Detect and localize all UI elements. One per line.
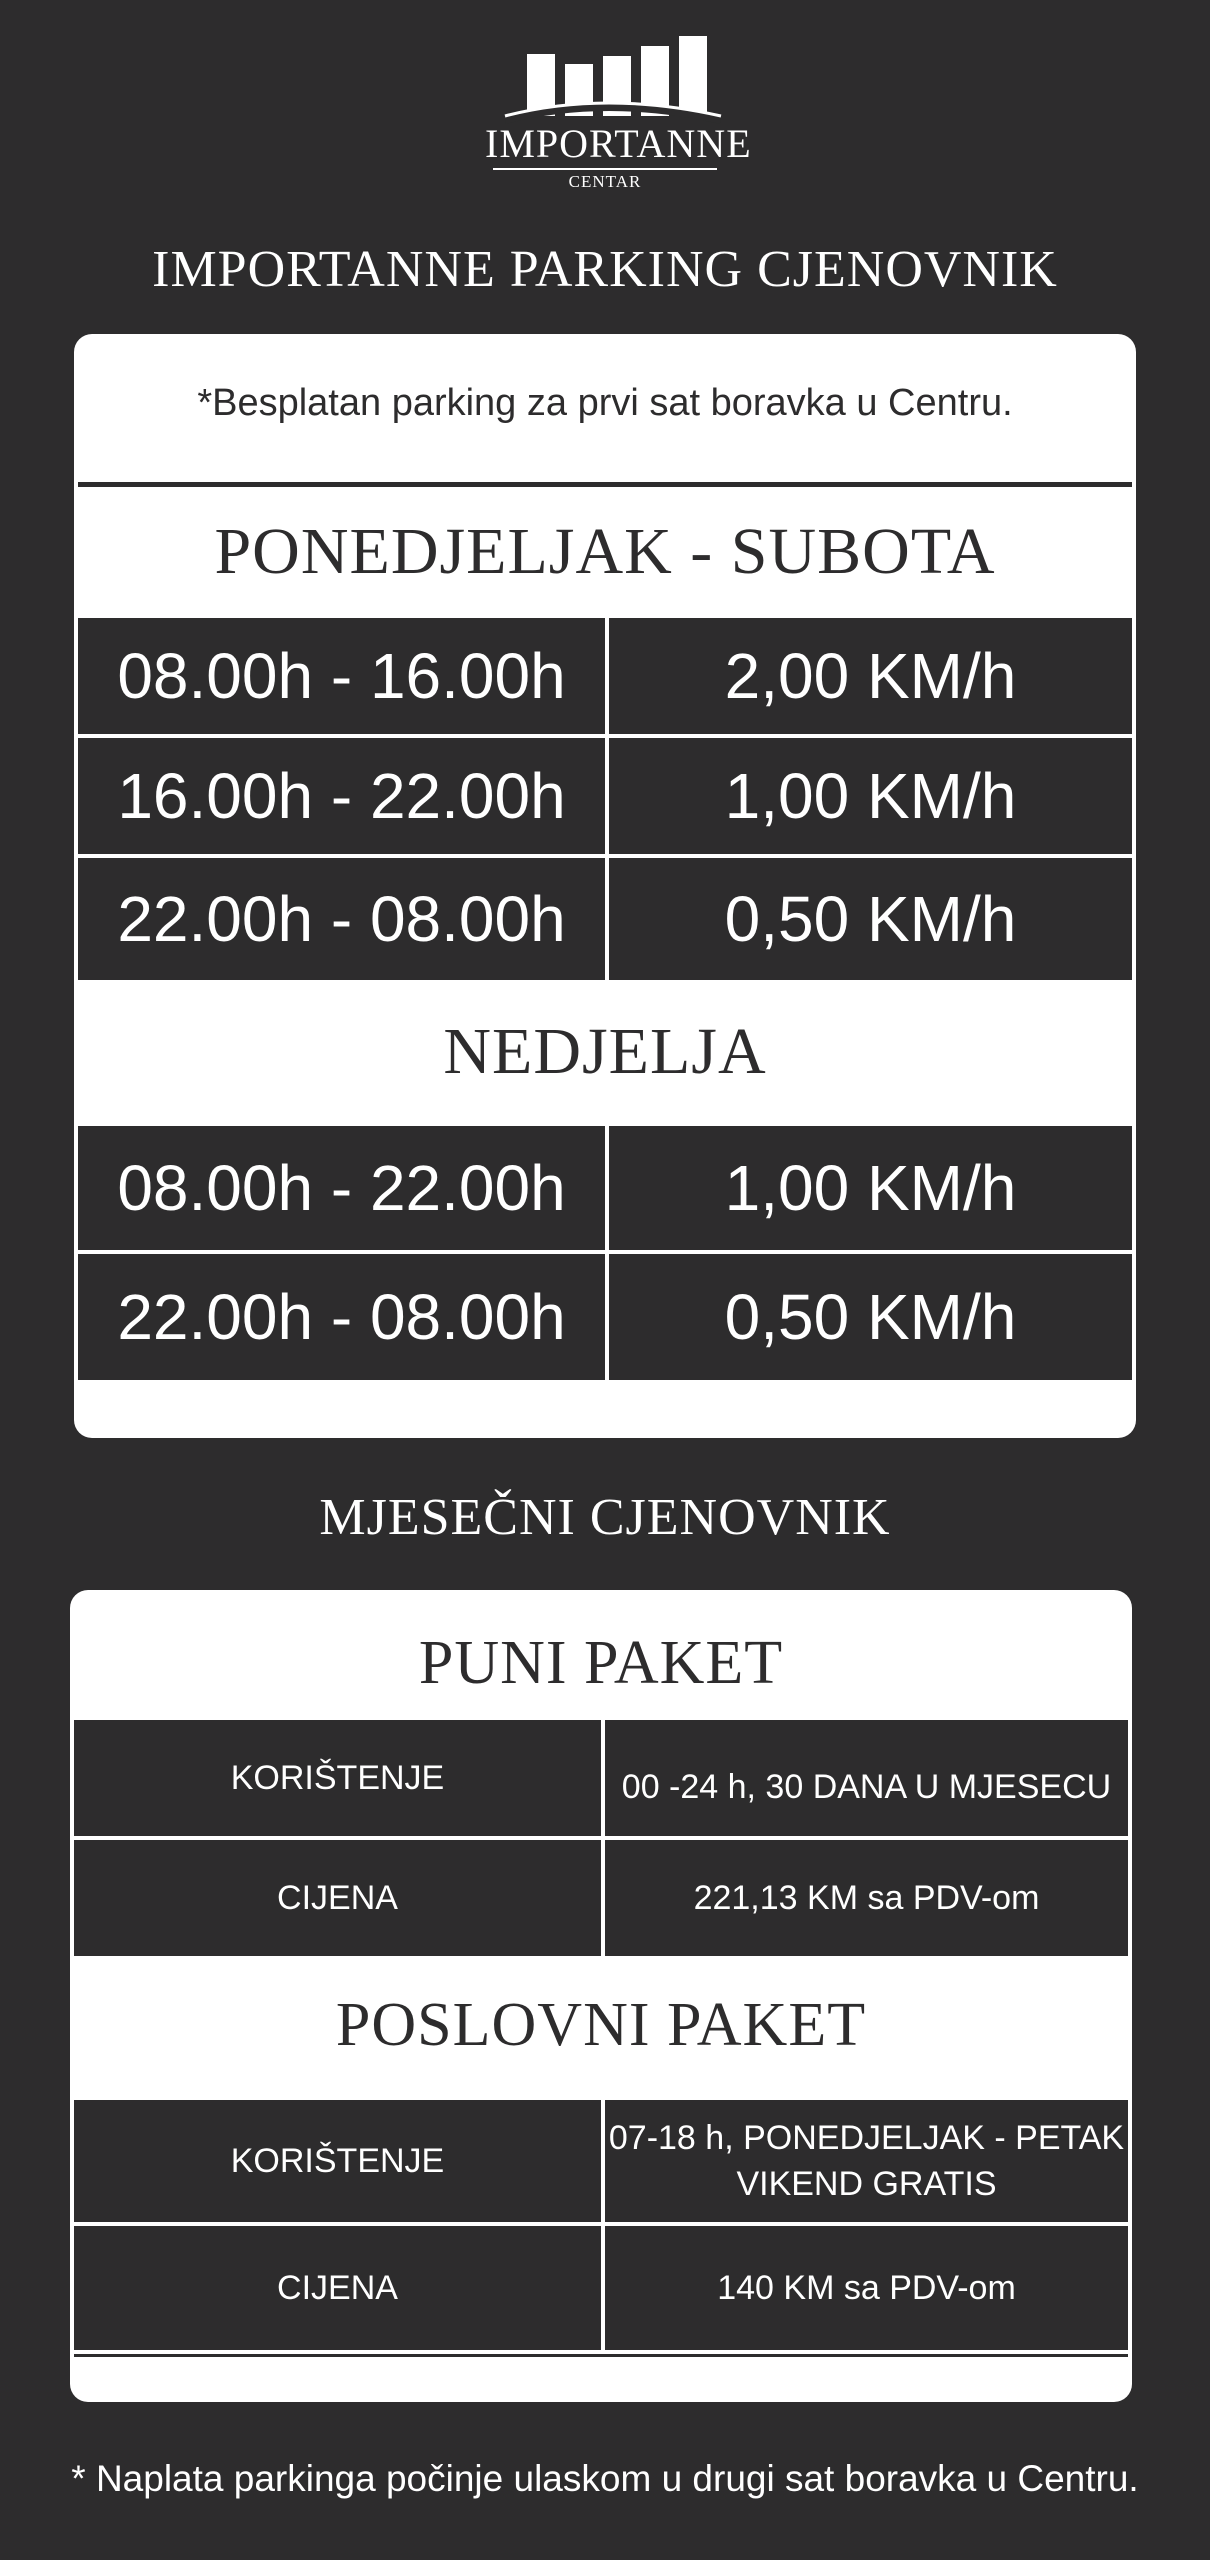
time-range: 22.00h - 08.00h (78, 1254, 605, 1380)
sunday-title: NEDJELJA (443, 1015, 767, 1088)
logo-subtitle: CENTAR (568, 172, 642, 191)
usage-value (605, 2100, 1128, 2222)
usage-value-line: 07-18 h, PONEDJELJAK - PETAK (608, 2119, 1125, 2157)
price-value: 140 KM sa PDV-om (605, 2226, 1128, 2350)
table-row (78, 1254, 1132, 1380)
business-package-title: POSLOVNI PAKET (335, 1991, 867, 2059)
hourly-price: 1,00 KM/h (609, 738, 1132, 854)
table-row (78, 858, 1132, 980)
table-row (74, 1840, 1128, 1956)
monthly-title: MJESEČNI CJENOVNIK (319, 1489, 891, 1546)
time-range: 22.00h - 08.00h (78, 858, 605, 980)
hourly-price: 0,50 KM/h (609, 1254, 1132, 1380)
table-row (74, 2226, 1128, 2350)
usage-label: KORIŠTENJE (74, 2100, 601, 2222)
usage-value-line: VIKEND GRATIS (736, 2165, 997, 2203)
usage-label: KORIŠTENJE (74, 1720, 601, 1836)
logo (485, 34, 752, 204)
weekdays-title: PONEDJELJAK - SUBOTA (214, 515, 996, 588)
price-label: CIJENA (74, 1840, 601, 1956)
usage-value: 00 -24 h, 30 DANA U MJESECU (605, 1720, 1128, 1836)
sunday-table (78, 1126, 1132, 1380)
hourly-price: 2,00 KM/h (609, 618, 1132, 734)
table-row (78, 1126, 1132, 1250)
page-title: IMPORTANNE PARKING CJENOVNIK (152, 241, 1058, 298)
monthly-price-card (70, 1590, 1132, 2402)
table-row (78, 738, 1132, 854)
weekdays-table (78, 618, 1132, 980)
hourly-price: 1,00 KM/h (609, 1126, 1132, 1250)
free-parking-note: *Besplatan parking za prvi sat boravka u Centru. (197, 382, 1013, 424)
table-row (78, 618, 1132, 734)
divider (74, 2354, 1128, 2357)
billing-note: * Naplata parkinga počinje ulaskom u drugi sat boravka u Centru. (71, 2458, 1139, 2499)
logo-bars-icon (485, 34, 725, 124)
full-package-table (74, 1720, 1128, 1956)
hourly-price-card (74, 334, 1136, 1438)
hourly-price: 0,50 KM/h (609, 858, 1132, 980)
time-range: 16.00h - 22.00h (78, 738, 605, 854)
time-range: 08.00h - 22.00h (78, 1126, 605, 1250)
logo-divider (493, 168, 717, 170)
price-label: CIJENA (74, 2226, 601, 2350)
table-row (74, 1720, 1128, 1836)
full-package-title: PUNI PAKET (418, 1629, 784, 1697)
time-range: 08.00h - 16.00h (78, 618, 605, 734)
business-package-table (74, 2100, 1128, 2350)
divider (78, 482, 1132, 487)
table-row (74, 2100, 1128, 2222)
logo-name: IMPORTANNE (485, 121, 752, 166)
price-value: 221,13 KM sa PDV-om (605, 1840, 1128, 1956)
